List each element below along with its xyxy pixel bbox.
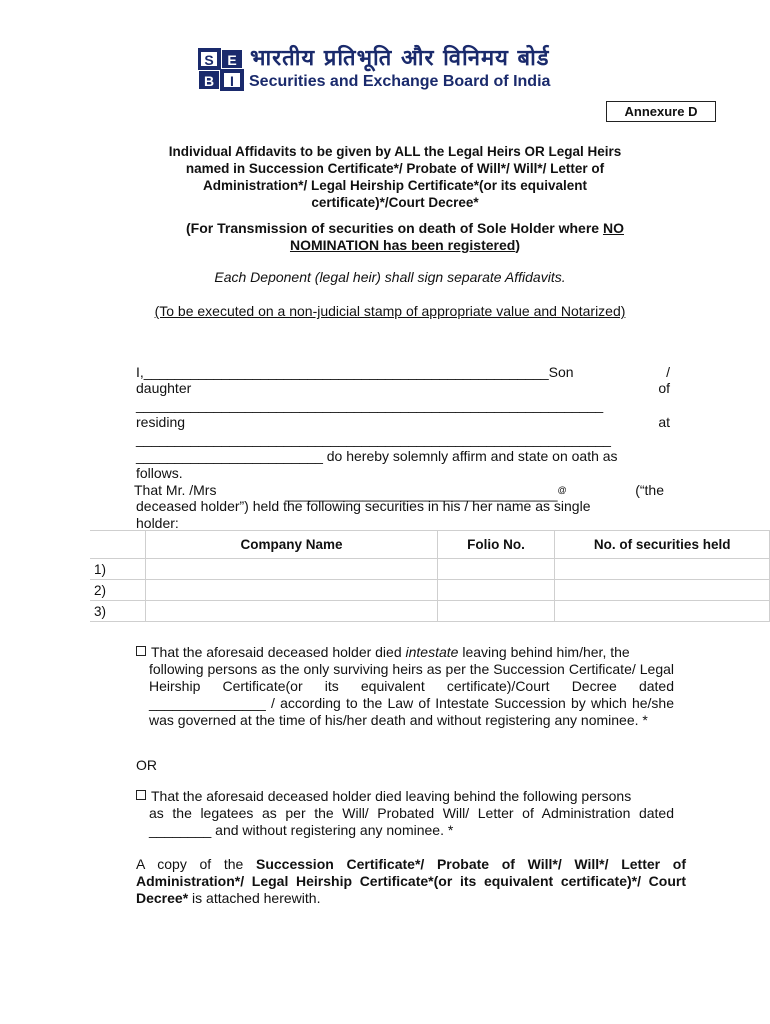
affidavit-line-6: ________________________ do hereby solemnly affirm and state on oath as <box>136 448 618 464</box>
org-name-english: Securities and Exchange Board of India <box>249 73 551 90</box>
affidavit-line-5: _____________________________________________________________ <box>136 431 611 447</box>
company-name-cell[interactable] <box>146 601 437 622</box>
securities-held-cell[interactable] <box>555 559 770 580</box>
svg-text:S: S <box>204 52 214 68</box>
title-line-4: certificate)*/Court Decree* <box>311 195 479 210</box>
securities-table <box>90 530 770 622</box>
option-intestate-checkbox[interactable] <box>136 646 146 656</box>
affidavit-line-3: ____________________________________________________________ <box>136 397 604 413</box>
option-will: That the aforesaid deceased holder died leaving behind the following persons as the legatees as per the Will/ Probated Will/ Letter of Administration dated ________ and without registering any nominee. * <box>136 788 674 839</box>
option-intestate: That the aforesaid deceased holder died intestate leaving behind him/her, the following persons as the only surviving heirs as per the Succession Certificate/ Legal Heirship Certificate(or its equivalent certificate)/Court Decree dated _______________ / according to the Law of Intestate Succession by which he/she was governed at the time of his/her death and without registering any nominee. * <box>136 644 674 729</box>
table-row <box>90 559 770 580</box>
execution-note: (To be executed on a non-judicial stamp of appropriate value and Notarized) <box>154 303 626 319</box>
affidavit-line-7: follows. <box>136 465 183 481</box>
svg-text:E: E <box>227 52 237 68</box>
folio-no-cell[interactable] <box>437 559 555 580</box>
deponent-note: Each Deponent (legal heir) shall sign separate Affidavits. <box>214 269 566 285</box>
affidavit-line-9: deceased holder”) held the following securities in his / her name as single <box>136 498 591 514</box>
header-securities-held: No. of securities held <box>555 531 770 559</box>
header-company-name: Company Name <box>146 531 437 559</box>
company-name-cell[interactable] <box>146 559 437 580</box>
company-name-cell[interactable] <box>146 580 437 601</box>
attachment-statement: A copy of the Succession Certificate*/ Probate of Will*/ Will*/ Letter of Administration*/ Legal Heirship Certificate*(or its equivalent certificate)*/ Court Decree* is attached herewith. <box>136 856 686 906</box>
title-line-3: Administration*/ Legal Heirship Certificate*(or its equivalent <box>202 178 588 193</box>
option-will-text: as the legatees as per the Will/ Probated Will/ Letter of Administration dated ________ and without registering any nominee. * <box>149 805 674 838</box>
securities-held-cell[interactable] <box>555 601 770 622</box>
affidavit-line-8: That Mr. /Mrs ___________________________________@ (“the <box>134 482 664 502</box>
svg-text:B: B <box>203 73 215 89</box>
document-title <box>130 143 660 211</box>
affidavit-line-4: residing at <box>136 414 670 430</box>
affidavit-line-1: I,____________________________________________________Son / <box>136 364 670 380</box>
table-header-row <box>90 531 770 559</box>
or-label: OR <box>136 757 157 773</box>
option-intestate-text: following persons as the only surviving heirs as per the Succession Certificate/ Legal Heirship Certificate(or its equivalent certificate)/Court Decree dated _______________ / according to the Law of Intestate Succession by which he/she was governed at the time of his/her death and without registering any nominee. * <box>149 661 674 728</box>
table-row <box>90 580 770 601</box>
affidavit-line-2: daughter of <box>136 380 670 396</box>
header-index <box>90 531 146 559</box>
option-will-checkbox[interactable] <box>136 790 146 800</box>
folio-no-cell[interactable] <box>437 601 555 622</box>
sebi-logo <box>198 48 246 92</box>
header-folio-no: Folio No. <box>437 531 555 559</box>
table-row <box>90 601 770 622</box>
row-index: 2) <box>90 580 146 601</box>
title-line-2: named in Succession Certificate*/ Probate of Will*/ Will*/ Letter of <box>185 161 605 176</box>
org-name-hindi: भारतीय प्रतिभूति और विनिमय बोर्ड <box>250 46 550 71</box>
annexure-label: Annexure D <box>606 101 716 122</box>
securities-held-cell[interactable] <box>555 580 770 601</box>
document-subtitle: (For Transmission of securities on death of Sole Holder where NO NOMINATION has been registered) <box>186 220 624 253</box>
title-line-1: Individual Affidavits to be given by ALL the Legal Heirs OR Legal Heirs <box>168 144 622 159</box>
affidavit-line-10: holder: <box>136 515 179 531</box>
folio-no-cell[interactable] <box>437 580 555 601</box>
svg-text:I: I <box>230 73 234 89</box>
row-index: 1) <box>90 559 146 580</box>
row-index: 3) <box>90 601 146 622</box>
